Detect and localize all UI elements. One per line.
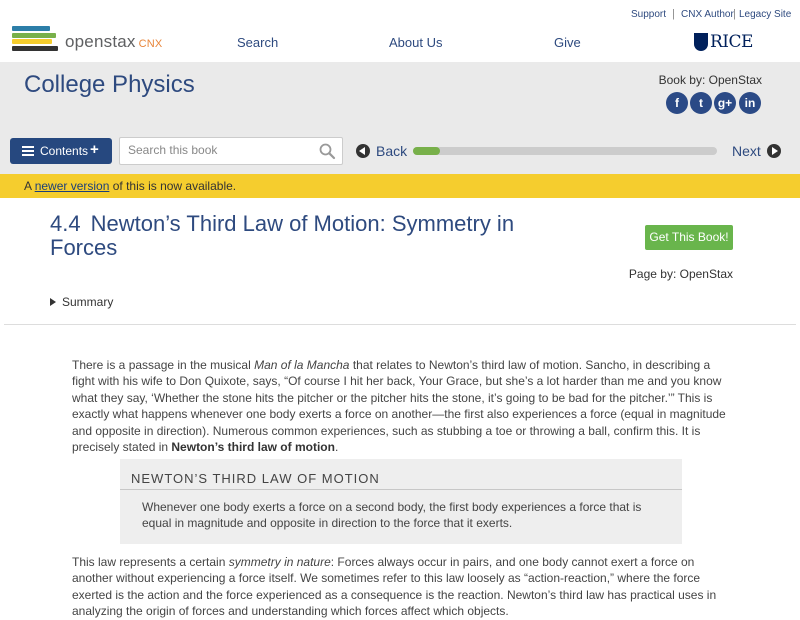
law-callout-text: Whenever one body exerts a force on a second body, the first body experiences a force that is equal in magnitude and opposite in direction to the force that it exerts. xyxy=(142,500,642,531)
book-progress-bar xyxy=(413,147,717,155)
page-title xyxy=(50,212,570,260)
logo-stripes-icon xyxy=(12,26,58,52)
progress-fill xyxy=(413,147,440,155)
utility-separator: | xyxy=(672,8,675,20)
support-link[interactable]: Support xyxy=(631,9,667,20)
key-term: Newton’s third law of motion xyxy=(171,440,335,455)
symmetry-term: symmetry in nature xyxy=(228,555,331,569)
divider xyxy=(120,489,682,490)
musical-title: Man of la Mancha xyxy=(254,358,350,372)
book-by: Book by: OpenStax xyxy=(658,73,762,87)
search-box xyxy=(119,137,343,165)
search-input[interactable] xyxy=(128,143,318,157)
plus-icon: + xyxy=(90,141,99,158)
nav-give-link[interactable]: Give xyxy=(554,35,581,50)
book-toolbar xyxy=(0,132,800,174)
rice-shield-icon xyxy=(694,33,708,51)
summary-toggle[interactable] xyxy=(50,295,113,309)
law-callout xyxy=(120,459,682,544)
contents-label: Contents xyxy=(40,144,89,158)
utility-separator: | xyxy=(733,8,736,20)
nav-search-link[interactable]: Search xyxy=(237,35,279,50)
openstax-cnx-logo[interactable] xyxy=(12,26,172,54)
contents-button[interactable] xyxy=(10,138,112,164)
back-arrow-icon[interactable] xyxy=(356,144,370,158)
facebook-icon[interactable]: f xyxy=(666,92,688,114)
section-number: 4.4 xyxy=(50,211,81,236)
top-navigation xyxy=(0,0,800,62)
page-by: Page by: OpenStax xyxy=(628,267,733,281)
book-title[interactable]: College Physics xyxy=(24,71,195,98)
book-title-band xyxy=(0,62,800,132)
symmetry-paragraph: This law represents a certain symmetry in nature: Forces always occur in pairs, and one body cannot exert a force on another without experiencing a force itself. We sometimes refer to this law loosely as “action-reaction,” where the force exerted is the action and the force experienced as a consequence is the reaction. Newton’s third law has practical uses in analyzing the origin of forces and understanding which forces affect which objects. xyxy=(72,555,717,619)
get-this-book-button[interactable]: Get This Book! xyxy=(645,225,733,250)
search-icon[interactable] xyxy=(319,143,335,159)
twitter-icon[interactable]: t xyxy=(690,92,712,114)
intro-paragraph: There is a passage in the musical Man of la Mancha that relates to Newton’s third law of motion. Sancho, in describing a fight with his wife to Don Quixote, says, “Of course I hit her back, Your Grace, but she’s a lot harder than me and you know what they say, ‘Whether the stone hits the pitcher or the pitcher hits the stone, it’s going to be bad for the pitcher.’” This is exactly what happens whenever one body exerts a force on another—the first also experiences a force (equal in magnitude and opposite in direction). Numerous common experiences, such as stubbing a toe or throwing a ball, confirm this. It is precisely stated in Newton’s third law of motion. xyxy=(72,358,726,455)
back-link[interactable]: Back xyxy=(376,143,408,159)
list-icon xyxy=(22,146,34,156)
logo-suffix: CNX xyxy=(138,38,163,50)
nav-about-us-link[interactable]: About Us xyxy=(389,35,443,50)
section-title: Newton’s Third Law of Motion: Symmetry in Forces xyxy=(50,211,515,260)
rice-wordmark: RICE xyxy=(710,32,753,52)
logo-wordmark: openstax CNX xyxy=(65,32,163,51)
newer-version-link[interactable]: newer version xyxy=(34,179,110,193)
law-callout-heading: NEWTON’S THIRD LAW OF MOTION xyxy=(131,471,380,486)
next-arrow-icon[interactable] xyxy=(767,144,781,158)
disclosure-triangle-icon xyxy=(50,298,56,306)
divider xyxy=(4,324,796,325)
linkedin-icon[interactable]: in xyxy=(739,92,761,114)
cnx-author-link[interactable]: CNX Author xyxy=(681,9,734,20)
next-link[interactable]: Next xyxy=(732,143,761,159)
google-plus-icon[interactable]: g+ xyxy=(714,92,736,114)
legacy-site-link[interactable]: Legacy Site xyxy=(739,9,792,20)
summary-label: Summary xyxy=(62,295,114,309)
newer-version-notice: A newer version of this is now available. xyxy=(0,174,800,198)
